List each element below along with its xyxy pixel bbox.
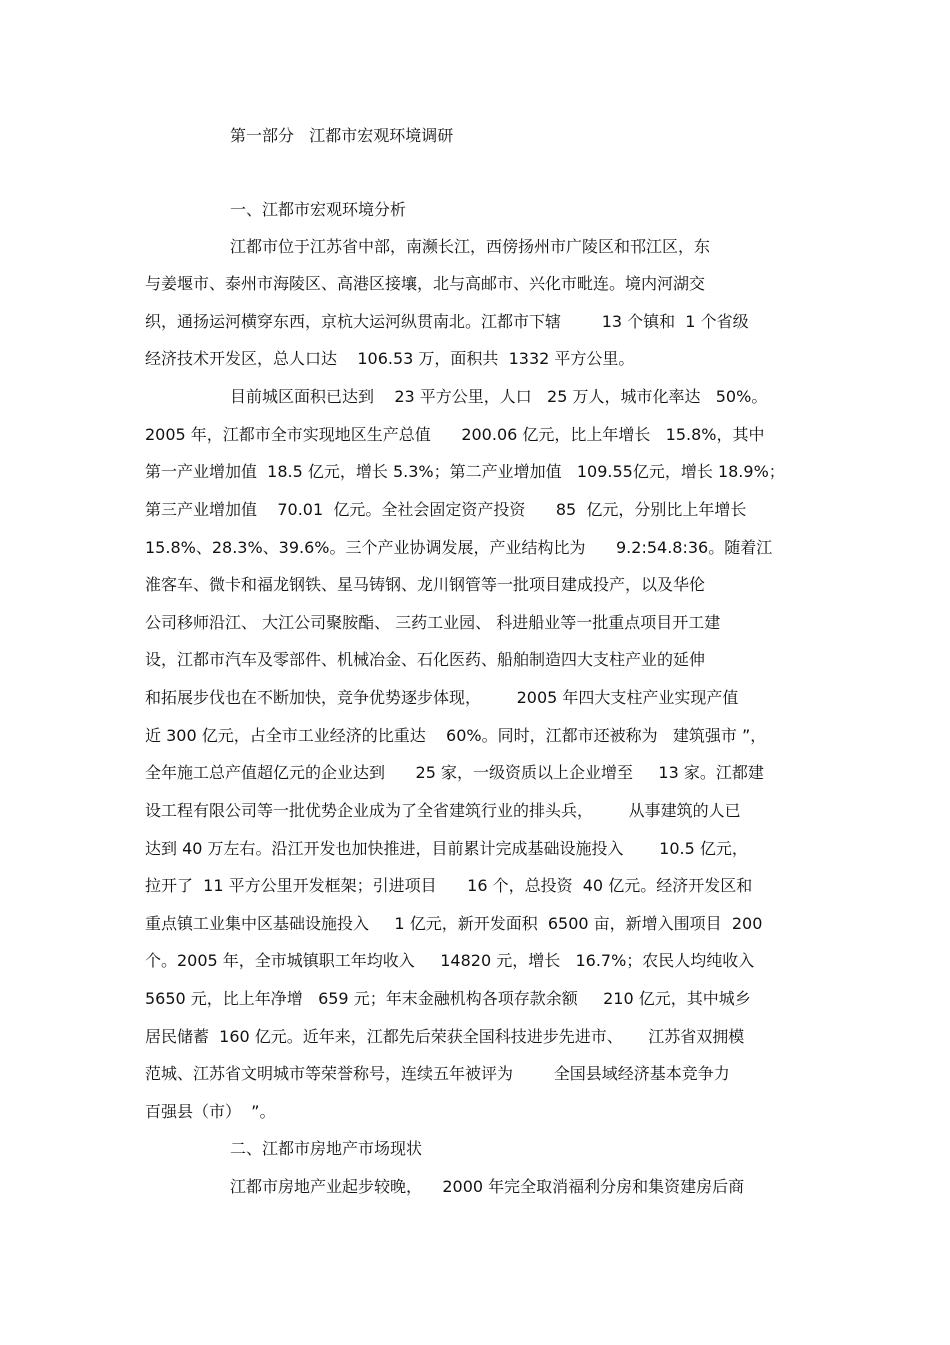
paragraph-line: 公司移师沿江、 大江公司聚胺酯、 三药工业园、 科进船业等一批重点项目开工建 [145, 613, 721, 632]
paragraph-line: 目前城区面积已达到 23 平方公里，人口 25 万人，城市化率达 50%。 [230, 387, 768, 406]
paragraph-line: 与姜堰市、泰州市海陵区、高港区接壤，北与高邮市、兴化市毗连。境内河湖交 [145, 274, 706, 293]
paragraph-line: 居民储蓄 160 亿元。近年来，江都先后荣获全国科技进步先进市、 江苏省双拥模 [145, 1027, 745, 1046]
paragraph-line: 拉开了 11 平方公里开发框架；引进项目 16 个，总投资 40 亿元。经济开发区和 [145, 876, 753, 895]
paragraph-line: 江都市位于江苏省中部，南濒长江，西傍扬州市广陵区和邗江区，东 [230, 237, 711, 256]
paragraph-line: 5650 元，比上年净增 659 元；年末金融机构各项存款余额 210 亿元，其中城乡 [145, 989, 751, 1008]
document-title: 第一部分 江都市宏观环境调研 [230, 126, 454, 145]
paragraph-line: 织，通扬运河横穿东西，京杭大运河纵贯南北。江都市下辖 13 个镇和 1 个省级 [145, 312, 749, 331]
paragraph-line: 全年施工总产值超亿元的企业达到 25 家，一级资质以上企业增至 13 家。江都建 [145, 763, 764, 782]
paragraph-line: 淮客车、微卡和福龙钢铁、星马铸钢、龙川钢管等一批项目建成投产，以及华伦 [145, 575, 706, 594]
paragraph-line: 近 300 亿元，占全市工业经济的比重达 60%。同时，江都市还被称为 建筑强市 ”， [145, 726, 767, 745]
paragraph-line: 百强县（市） ”。 [145, 1102, 276, 1121]
paragraph-line: 范城、江苏省文明城市等荣誉称号，连续五年被评为 全国县域经济基本竞争力 [145, 1064, 730, 1083]
section-heading-2: 二、江都市房地产市场现状 [230, 1139, 423, 1158]
paragraph-line: 重点镇工业集中区基础设施投入 1 亿元，新开发面积 6500 亩，新增入围项目 200 [145, 914, 763, 933]
paragraph-line: 15.8%、28.3%、39.6%。三个产业协调发展，产业结构比为 9.2:54.8:36。随着江 [145, 538, 773, 557]
paragraph-line: 和拓展步伐也在不断加快，竞争优势逐步体现， 2005 年四大支柱产业实现产值 [145, 688, 739, 707]
paragraph-line: 江都市房地产业起步较晚， 2000 年完全取消福利分房和集资建房后商 [230, 1177, 745, 1196]
paragraph-line: 个。2005 年，全市城镇职工年均收入 14820 元，增长 16.7%；农民人均纯收入 [145, 951, 755, 970]
paragraph-line: 经济技术开发区，总人口达 106.53 万，面积共 1332 平方公里。 [145, 349, 635, 368]
paragraph-line: 达到 40 万左右。沿江开发也加快推进，目前累计完成基础设施投入 10.5 亿元， [145, 839, 748, 858]
paragraph-line: 设工程有限公司等一批优势企业成为了全省建筑行业的排头兵， 从事建筑的人已 [145, 801, 741, 820]
paragraph-line: 设，江都市汽车及零部件、机械冶金、石化医药、船舶制造四大支柱产业的延伸 [145, 650, 706, 669]
paragraph-line: 第三产业增加值 70.01 亿元。全社会固定资产投资 85 亿元，分别比上年增长 [145, 500, 747, 519]
paragraph-line: 第一产业增加值 18.5 亿元，增长 5.3%；第二产业增加值 109.55亿元，增长 18.9%； [145, 462, 785, 481]
section-heading-1: 一、江都市宏观环境分析 [230, 200, 407, 219]
paragraph-line: 2005 年，江都市全市实现地区生产总值 200.06 亿元，比上年增长 15.8%，其中 [145, 425, 765, 444]
